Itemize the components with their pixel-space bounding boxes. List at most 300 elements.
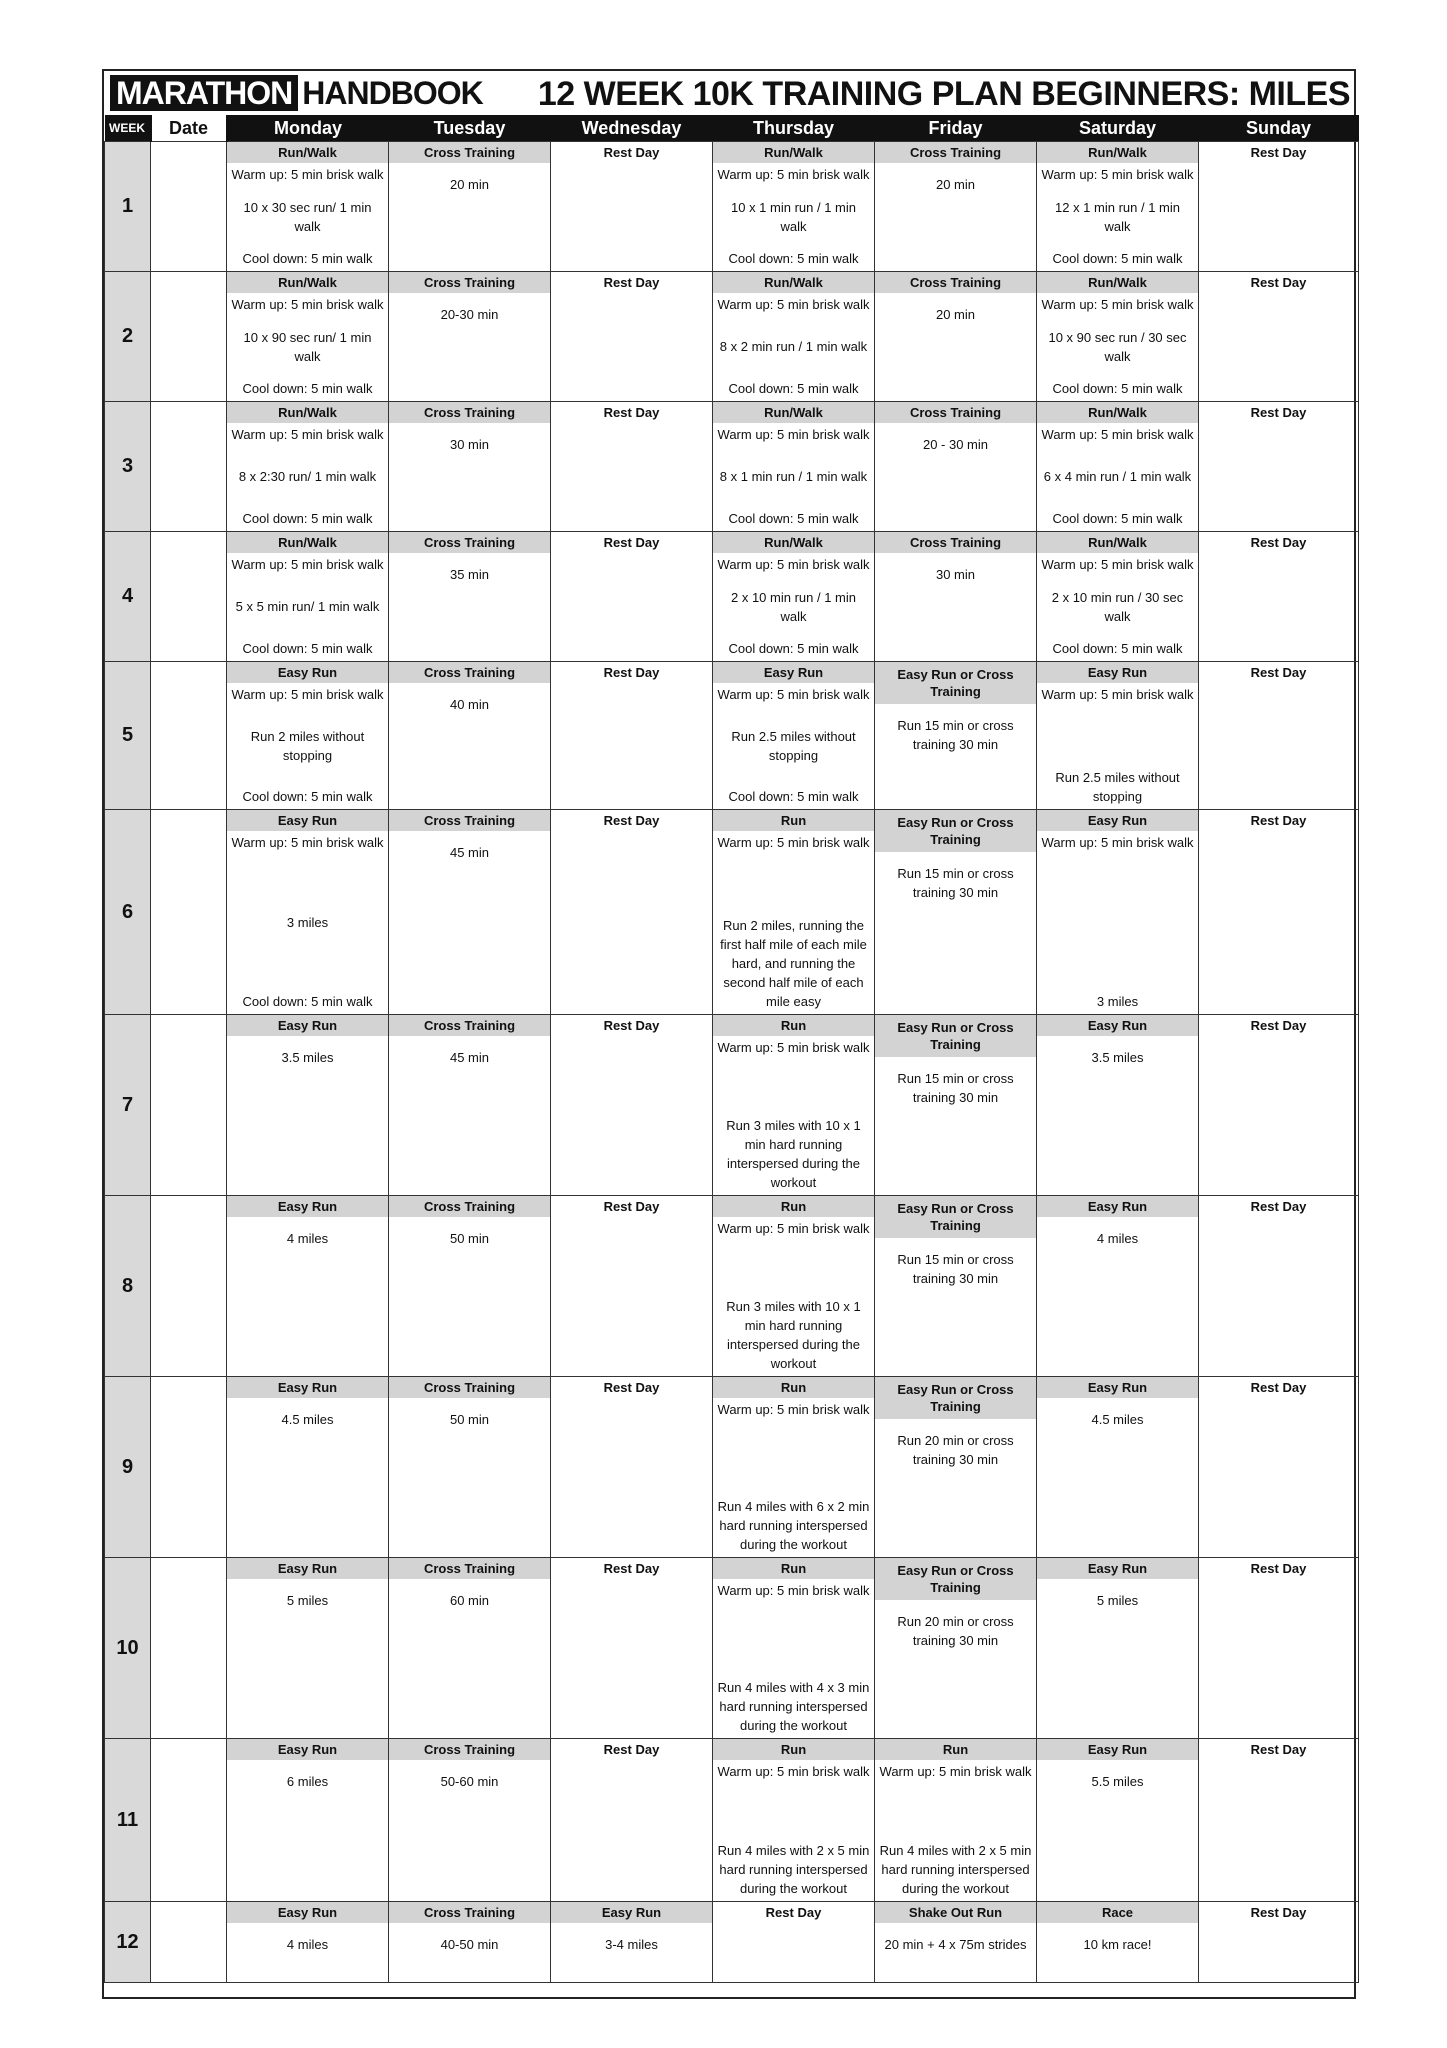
workout-type-label: Run xyxy=(713,810,874,831)
day-cell-tuesday xyxy=(389,1377,551,1558)
workout-detail-line: 40-50 min xyxy=(440,1937,499,1952)
day-cell-tuesday xyxy=(389,1015,551,1196)
day-cell-sunday xyxy=(1199,1377,1359,1558)
workout-details xyxy=(1037,1398,1198,1431)
day-cell-thursday xyxy=(713,532,875,662)
day-cell-monday xyxy=(227,402,389,532)
workout-details xyxy=(713,683,874,808)
workout-detail-line: Warm up: 5 min brisk walk xyxy=(1041,167,1194,182)
week-row xyxy=(105,1902,1359,1983)
page-title: 12 WEEK 10K TRAINING PLAN BEGINNERS: MILES xyxy=(537,75,1350,113)
workout-details xyxy=(1037,1923,1198,1956)
workout-detail-line: Run 20 min or cross training 30 min xyxy=(897,1433,1014,1467)
day-cell-sunday xyxy=(1199,662,1359,810)
workout-type-label: Run xyxy=(713,1015,874,1036)
header-row xyxy=(105,115,1359,142)
workout-type-label: Rest Day xyxy=(1250,275,1307,290)
workout-type-label: Race xyxy=(1037,1902,1198,1923)
date-cell[interactable] xyxy=(151,272,227,402)
workout-type-label: Run/Walk xyxy=(713,272,874,293)
training-plan-sheet xyxy=(102,69,1356,1999)
workout-details xyxy=(227,423,388,530)
day-cell-friday xyxy=(875,532,1037,662)
workout-detail-line: Warm up: 5 min brisk walk xyxy=(717,297,870,312)
workout-type-label: Easy Run or Cross Training xyxy=(875,1377,1036,1419)
workout-type-label: Rest Day xyxy=(603,1199,660,1214)
workout-detail-line: 2 x 10 min run / 30 sec walk xyxy=(1051,589,1184,624)
workout-detail-line: Run 4 miles with 4 x 3 min hard running interspersed during the workout xyxy=(717,1680,870,1733)
week-number: 8 xyxy=(105,1196,151,1377)
workout-type-label: Shake Out Run xyxy=(875,1902,1036,1923)
week-row xyxy=(105,272,1359,402)
day-cell-saturday xyxy=(1037,1558,1199,1739)
workout-detail-line: 40 min xyxy=(449,697,490,712)
day-cell-saturday xyxy=(1037,402,1199,532)
workout-detail-line: Warm up: 5 min brisk walk xyxy=(231,427,384,442)
day-cell-sunday xyxy=(1199,532,1359,662)
column-header-sunday: Sunday xyxy=(1199,115,1359,142)
day-cell-thursday xyxy=(713,810,875,1015)
workout-details xyxy=(875,1419,1036,1471)
workout-type-label: Run xyxy=(713,1558,874,1579)
day-cell-monday xyxy=(227,1377,389,1558)
day-cell-tuesday xyxy=(389,1196,551,1377)
workout-detail-line: Warm up: 5 min brisk walk xyxy=(1041,427,1194,442)
date-cell[interactable] xyxy=(151,402,227,532)
workout-details xyxy=(551,1923,712,1956)
workout-detail-line: 20 min xyxy=(935,177,976,192)
day-cell-monday xyxy=(227,1902,389,1983)
workout-type-label: Run/Walk xyxy=(227,142,388,163)
workout-detail-line: Run 3 miles with 10 x 1 min hard running interspersed during the workout xyxy=(726,1118,861,1190)
workout-type-label: Cross Training xyxy=(875,402,1036,423)
workout-type-label: Rest Day xyxy=(603,665,660,680)
week-row xyxy=(105,142,1359,272)
day-cell-sunday xyxy=(1199,1196,1359,1377)
day-cell-friday xyxy=(875,1377,1037,1558)
day-cell-friday xyxy=(875,1558,1037,1739)
workout-details xyxy=(227,1217,388,1250)
workout-details xyxy=(713,293,874,400)
week-number: 1 xyxy=(105,142,151,272)
workout-type-label: Easy Run xyxy=(227,1739,388,1760)
workout-type-label: Rest Day xyxy=(603,1380,660,1395)
workout-type-label: Rest Day xyxy=(603,1018,660,1033)
column-header-week: WEEK xyxy=(105,115,151,142)
day-cell-wednesday xyxy=(551,1739,713,1902)
workout-type-label: Easy Run xyxy=(227,1902,388,1923)
column-header-tuesday: Tuesday xyxy=(389,115,551,142)
workout-detail-line: 5.5 miles xyxy=(1091,1774,1144,1789)
workout-detail-line: 4.5 miles xyxy=(281,1412,334,1427)
workout-detail-line: Cool down: 5 min walk xyxy=(728,381,859,396)
workout-details xyxy=(389,1579,550,1612)
workout-detail-line: Warm up: 5 min brisk walk xyxy=(231,297,384,312)
workout-detail-line: 60 min xyxy=(449,1593,490,1608)
date-cell[interactable] xyxy=(151,532,227,662)
workout-type-label: Rest Day xyxy=(765,1905,822,1920)
workout-detail-line: Cool down: 5 min walk xyxy=(242,641,373,656)
workout-type-label: Cross Training xyxy=(389,1015,550,1036)
workout-detail-line: Cool down: 5 min walk xyxy=(728,251,859,266)
day-cell-friday xyxy=(875,1015,1037,1196)
workout-detail-line: 3 miles xyxy=(1096,994,1139,1009)
workout-detail-line: Warm up: 5 min brisk walk xyxy=(717,1040,870,1055)
workout-type-label: Rest Day xyxy=(603,1561,660,1576)
day-cell-saturday xyxy=(1037,1739,1199,1902)
workout-detail-line: Run 2.5 miles without stopping xyxy=(1055,770,1180,804)
date-cell[interactable] xyxy=(151,142,227,272)
workout-detail-line: Cool down: 5 min walk xyxy=(242,381,373,396)
workout-detail-line: 30 min xyxy=(449,437,490,452)
workout-details xyxy=(1037,1579,1198,1612)
workout-detail-line: Run 15 min or cross training 30 min xyxy=(897,1071,1014,1105)
workout-detail-line: 30 min xyxy=(935,567,976,582)
day-cell-saturday xyxy=(1037,1015,1199,1196)
workout-details xyxy=(875,1760,1036,1900)
column-header-saturday: Saturday xyxy=(1037,115,1199,142)
week-number: 5 xyxy=(105,662,151,810)
day-cell-wednesday xyxy=(551,532,713,662)
workout-detail-line: 50 min xyxy=(449,1231,490,1246)
date-cell[interactable] xyxy=(151,1377,227,1558)
workout-details xyxy=(1037,1217,1198,1250)
workout-type-label: Run xyxy=(875,1739,1036,1760)
workout-details xyxy=(713,1398,874,1556)
workout-type-label: Cross Training xyxy=(389,1739,550,1760)
workout-type-label: Rest Day xyxy=(1250,1905,1307,1920)
day-cell-saturday xyxy=(1037,142,1199,272)
workout-details xyxy=(1037,553,1198,660)
day-cell-monday xyxy=(227,532,389,662)
workout-type-label: Rest Day xyxy=(1250,813,1307,828)
column-header-thursday: Thursday xyxy=(713,115,875,142)
date-cell[interactable] xyxy=(151,1558,227,1739)
date-cell[interactable] xyxy=(151,1739,227,1902)
workout-detail-line: 5 miles xyxy=(1096,1593,1139,1608)
date-cell[interactable] xyxy=(151,810,227,1015)
workout-detail-line: 20-30 min xyxy=(440,307,499,322)
workout-detail-line: 2 x 10 min run / 1 min walk xyxy=(731,589,856,624)
day-cell-monday xyxy=(227,662,389,810)
day-cell-sunday xyxy=(1199,402,1359,532)
workout-detail-line: Warm up: 5 min brisk walk xyxy=(717,1221,870,1236)
workout-type-label: Rest Day xyxy=(1250,405,1307,420)
day-cell-sunday xyxy=(1199,1015,1359,1196)
workout-details xyxy=(389,553,550,586)
workout-details xyxy=(389,1923,550,1956)
workout-detail-line: Warm up: 5 min brisk walk xyxy=(717,687,870,702)
workout-detail-line: Cool down: 5 min walk xyxy=(728,511,859,526)
workout-type-label: Cross Training xyxy=(875,532,1036,553)
day-cell-monday xyxy=(227,1196,389,1377)
workout-type-label: Run/Walk xyxy=(713,402,874,423)
workout-details xyxy=(875,293,1036,326)
workout-type-label: Run xyxy=(713,1739,874,1760)
workout-details xyxy=(389,1036,550,1069)
day-cell-friday xyxy=(875,1902,1037,1983)
workout-detail-line: Cool down: 5 min walk xyxy=(242,789,373,804)
workout-type-label: Easy Run xyxy=(227,1558,388,1579)
workout-detail-line: 45 min xyxy=(449,845,490,860)
logo-text-marathon: MARATHON xyxy=(110,75,298,111)
workout-type-label: Rest Day xyxy=(603,535,660,550)
week-number: 11 xyxy=(105,1739,151,1902)
workout-details xyxy=(1037,293,1198,400)
workout-details xyxy=(389,831,550,864)
workout-detail-line: 20 min xyxy=(935,307,976,322)
workout-detail-line: 12 x 1 min run / 1 min walk xyxy=(1055,199,1180,234)
workout-detail-line: 4 miles xyxy=(286,1231,329,1246)
workout-detail-line: Run 15 min or cross training 30 min xyxy=(897,866,1014,900)
workout-detail-line: Cool down: 5 min walk xyxy=(1052,381,1183,396)
workout-type-label: Easy Run or Cross Training xyxy=(875,1558,1036,1600)
day-cell-monday xyxy=(227,1015,389,1196)
day-cell-thursday xyxy=(713,1015,875,1196)
column-header-wednesday: Wednesday xyxy=(551,115,713,142)
workout-type-label: Run/Walk xyxy=(713,532,874,553)
week-number: 3 xyxy=(105,402,151,532)
workout-detail-line: Warm up: 5 min brisk walk xyxy=(717,1402,870,1417)
day-cell-friday xyxy=(875,142,1037,272)
workout-details xyxy=(227,553,388,660)
workout-details xyxy=(875,1923,1036,1956)
workout-detail-line: 5 miles xyxy=(286,1593,329,1608)
day-cell-sunday xyxy=(1199,142,1359,272)
day-cell-monday xyxy=(227,1739,389,1902)
day-cell-wednesday xyxy=(551,402,713,532)
week-row xyxy=(105,1015,1359,1196)
workout-type-label: Rest Day xyxy=(603,275,660,290)
workout-detail-line: 3.5 miles xyxy=(281,1050,334,1065)
workout-details xyxy=(227,831,388,1013)
workout-detail-line: Run 20 min or cross training 30 min xyxy=(897,1614,1014,1648)
workout-type-label: Rest Day xyxy=(603,405,660,420)
workout-type-label: Rest Day xyxy=(1250,1199,1307,1214)
day-cell-friday xyxy=(875,1196,1037,1377)
workout-detail-line: Cool down: 5 min walk xyxy=(242,994,373,1009)
workout-type-label: Easy Run xyxy=(1037,1015,1198,1036)
workout-details xyxy=(389,293,550,326)
workout-detail-line: Warm up: 5 min brisk walk xyxy=(231,835,384,850)
day-cell-saturday xyxy=(1037,810,1199,1015)
workout-detail-line: Warm up: 5 min brisk walk xyxy=(1041,835,1194,850)
workout-type-label: Cross Training xyxy=(389,402,550,423)
workout-type-label: Rest Day xyxy=(603,1742,660,1757)
week-number: 4 xyxy=(105,532,151,662)
workout-detail-line: Warm up: 5 min brisk walk xyxy=(717,1583,870,1598)
day-cell-wednesday xyxy=(551,1196,713,1377)
workout-detail-line: Warm up: 5 min brisk walk xyxy=(231,167,384,182)
workout-details xyxy=(1037,423,1198,530)
workout-detail-line: 6 miles xyxy=(286,1774,329,1789)
workout-type-label: Cross Training xyxy=(389,662,550,683)
workout-details xyxy=(389,1760,550,1793)
workout-type-label: Easy Run xyxy=(227,662,388,683)
day-cell-thursday xyxy=(713,1902,875,1983)
day-cell-friday xyxy=(875,402,1037,532)
workout-detail-line: Warm up: 5 min brisk walk xyxy=(1041,297,1194,312)
workout-details xyxy=(227,163,388,270)
workout-detail-line: Warm up: 5 min brisk walk xyxy=(879,1764,1032,1779)
workout-detail-line: Cool down: 5 min walk xyxy=(1052,251,1183,266)
workout-type-label: Easy Run or Cross Training xyxy=(875,1196,1036,1238)
workout-type-label: Rest Day xyxy=(1250,665,1307,680)
day-cell-saturday xyxy=(1037,272,1199,402)
workout-detail-line: Cool down: 5 min walk xyxy=(242,511,373,526)
workout-type-label: Easy Run xyxy=(1037,810,1198,831)
workout-details xyxy=(713,163,874,270)
workout-type-label: Easy Run xyxy=(1037,662,1198,683)
workout-detail-line: 4.5 miles xyxy=(1091,1412,1144,1427)
day-cell-monday xyxy=(227,142,389,272)
week-row xyxy=(105,402,1359,532)
workout-details xyxy=(713,423,874,530)
workout-type-label: Rest Day xyxy=(603,145,660,160)
day-cell-thursday xyxy=(713,662,875,810)
week-row xyxy=(105,810,1359,1015)
date-cell[interactable] xyxy=(151,1196,227,1377)
workout-type-label: Easy Run xyxy=(713,662,874,683)
workout-type-label: Run/Walk xyxy=(713,142,874,163)
workout-detail-line: Warm up: 5 min brisk walk xyxy=(1041,557,1194,572)
workout-type-label: Cross Training xyxy=(875,272,1036,293)
workout-type-label: Run/Walk xyxy=(227,272,388,293)
workout-detail-line: 3 miles xyxy=(286,914,329,930)
day-cell-monday xyxy=(227,810,389,1015)
day-cell-sunday xyxy=(1199,1739,1359,1902)
workout-details xyxy=(875,1057,1036,1109)
week-row xyxy=(105,1739,1359,1902)
workout-detail-line: 10 x 1 min run / 1 min walk xyxy=(731,199,856,234)
logo-text-handbook: HANDBOOK xyxy=(302,75,483,111)
workout-details xyxy=(227,1036,388,1069)
day-cell-tuesday xyxy=(389,662,551,810)
workout-detail-line: 6 x 4 min run / 1 min walk xyxy=(1043,469,1192,484)
workout-type-label: Cross Training xyxy=(875,142,1036,163)
workout-type-label: Rest Day xyxy=(1250,1561,1307,1576)
day-cell-sunday xyxy=(1199,1558,1359,1739)
week-row xyxy=(105,662,1359,810)
workout-details xyxy=(227,1760,388,1793)
workout-type-label: Cross Training xyxy=(389,142,550,163)
workout-type-label: Cross Training xyxy=(389,1902,550,1923)
workout-detail-line: Cool down: 5 min walk xyxy=(1052,511,1183,526)
workout-type-label: Run/Walk xyxy=(227,532,388,553)
workout-details xyxy=(1037,831,1198,1013)
marathon-handbook-logo xyxy=(110,75,487,111)
workout-detail-line: Warm up: 5 min brisk walk xyxy=(717,835,870,850)
workout-type-label: Run xyxy=(713,1196,874,1217)
workout-details xyxy=(875,852,1036,904)
workout-details xyxy=(389,683,550,716)
workout-type-label: Easy Run xyxy=(227,1377,388,1398)
workout-details xyxy=(1037,163,1198,270)
workout-detail-line: Run 4 miles with 2 x 5 min hard running interspersed during the workout xyxy=(879,1843,1032,1896)
workout-details xyxy=(389,1217,550,1250)
day-cell-sunday xyxy=(1199,810,1359,1015)
day-cell-friday xyxy=(875,1739,1037,1902)
workout-detail-line: 50-60 min xyxy=(440,1774,499,1789)
workout-details xyxy=(227,1923,388,1956)
workout-detail-line: 8 x 2 min run / 1 min walk xyxy=(719,339,868,354)
day-cell-wednesday xyxy=(551,1377,713,1558)
workout-type-label: Rest Day xyxy=(603,813,660,828)
workout-detail-line: 20 min xyxy=(449,177,490,192)
day-cell-tuesday xyxy=(389,1739,551,1902)
workout-type-label: Run/Walk xyxy=(1037,272,1198,293)
workout-detail-line: 10 x 90 sec run / 30 sec walk xyxy=(1048,329,1187,364)
workout-type-label: Easy Run xyxy=(1037,1558,1198,1579)
date-cell[interactable] xyxy=(151,662,227,810)
day-cell-thursday xyxy=(713,1739,875,1902)
workout-detail-line: 35 min xyxy=(449,567,490,582)
column-header-monday: Monday xyxy=(227,115,389,142)
workout-type-label: Rest Day xyxy=(1250,535,1307,550)
workout-detail-line: 5 x 5 min run/ 1 min walk xyxy=(235,599,380,614)
workout-type-label: Run/Walk xyxy=(227,402,388,423)
workout-type-label: Cross Training xyxy=(389,1196,550,1217)
workout-detail-line: 45 min xyxy=(449,1050,490,1065)
day-cell-tuesday xyxy=(389,402,551,532)
week-row xyxy=(105,1196,1359,1377)
day-cell-tuesday xyxy=(389,1558,551,1739)
workout-details xyxy=(389,1398,550,1431)
workout-details xyxy=(875,553,1036,586)
page-header xyxy=(104,71,1354,115)
workout-type-label: Cross Training xyxy=(389,1558,550,1579)
workout-detail-line: Cool down: 5 min walk xyxy=(728,789,859,804)
workout-detail-line: Run 4 miles with 6 x 2 min hard running interspersed during the workout xyxy=(717,1499,870,1552)
date-cell[interactable] xyxy=(151,1015,227,1196)
day-cell-saturday xyxy=(1037,532,1199,662)
workout-details xyxy=(713,1036,874,1194)
workout-detail-line: 20 min + 4 x 75m strides xyxy=(884,1937,1027,1952)
week-number: 2 xyxy=(105,272,151,402)
day-cell-tuesday xyxy=(389,142,551,272)
day-cell-thursday xyxy=(713,1558,875,1739)
workout-detail-line: Warm up: 5 min brisk walk xyxy=(717,1764,870,1779)
workout-detail-line: 20 - 30 min xyxy=(922,437,989,452)
workout-type-label: Easy Run xyxy=(227,1015,388,1036)
day-cell-sunday xyxy=(1199,1902,1359,1983)
week-row xyxy=(105,1377,1359,1558)
workout-type-label: Easy Run xyxy=(227,1196,388,1217)
workout-detail-line: 10 x 30 sec run/ 1 min walk xyxy=(243,199,372,234)
workout-type-label: Easy Run xyxy=(1037,1377,1198,1398)
workout-type-label: Run/Walk xyxy=(1037,402,1198,423)
plan-body xyxy=(105,142,1359,1983)
workout-detail-line: Run 2.5 miles without stopping xyxy=(731,728,856,763)
workout-detail-line: 50 min xyxy=(449,1412,490,1427)
workout-type-label: Easy Run xyxy=(1037,1196,1198,1217)
workout-details xyxy=(1037,1760,1198,1793)
day-cell-thursday xyxy=(713,1377,875,1558)
week-number: 6 xyxy=(105,810,151,1015)
workout-details xyxy=(713,553,874,660)
workout-detail-line: 4 miles xyxy=(1096,1231,1139,1246)
day-cell-wednesday xyxy=(551,810,713,1015)
workout-details xyxy=(713,1760,874,1900)
workout-detail-line: Run 15 min or cross training 30 min xyxy=(897,718,1014,752)
workout-detail-line: Cool down: 5 min walk xyxy=(242,251,373,266)
workout-details xyxy=(227,293,388,400)
day-cell-saturday xyxy=(1037,1196,1199,1377)
workout-detail-line: Warm up: 5 min brisk walk xyxy=(1041,687,1194,702)
date-cell[interactable] xyxy=(151,1902,227,1983)
workout-detail-line: Warm up: 5 min brisk walk xyxy=(717,167,870,182)
week-number: 9 xyxy=(105,1377,151,1558)
